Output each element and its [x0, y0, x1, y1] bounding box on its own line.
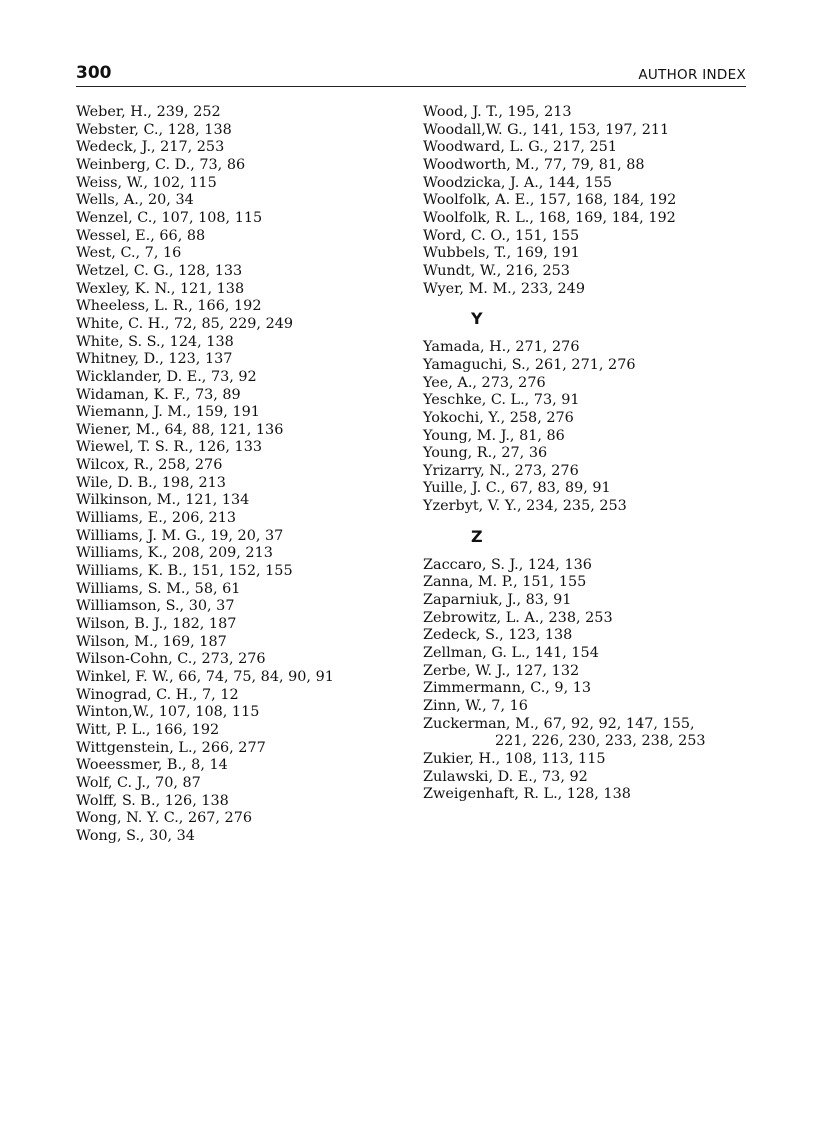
index-entry: Zaparniuk, J., 83, 91	[423, 592, 572, 609]
index-entry: Zedeck, S., 123, 138	[423, 627, 573, 644]
index-entry-zuckerman	[423, 716, 763, 751]
index-entry: Winton,W., 107, 108, 115	[76, 704, 260, 721]
index-entry: Wittgenstein, L., 266, 277	[76, 739, 266, 756]
index-entry: Williams, K., 208, 209, 213	[76, 545, 273, 562]
index-entry: Weinberg, C. D., 73, 86	[76, 156, 246, 173]
index-entry: Yamaguchi, S., 261, 271, 276	[423, 356, 636, 373]
index-entry: Winkel, F. W., 66, 74, 75, 84, 90, 91	[76, 669, 334, 685]
index-entry: Yzerbyt, V. Y., 234, 235, 253	[423, 498, 627, 515]
index-entry: Wiewel, T. S. R., 126, 133	[76, 439, 263, 456]
index-entry: Williams, E., 206, 213	[76, 510, 237, 527]
index-entry: Young, M. J., 81, 86	[423, 427, 565, 444]
index-entry: Yokochi, Y., 258, 276	[423, 409, 574, 426]
section-heading-z: Z	[471, 526, 483, 546]
running-head: AUTHOR INDEX	[638, 67, 746, 83]
index-entry: Wheeless, L. R., 166, 192	[76, 298, 262, 315]
page-number: 300	[76, 63, 112, 83]
index-entry: Woolfolk, A. E., 157, 168, 184, 192	[423, 192, 677, 209]
index-entry: Woodzicka, J. A., 144, 155	[423, 174, 613, 191]
index-entry: White, S. S., 124, 138	[76, 333, 234, 350]
entry-line: Zuckerman, M., 67, 92, 92, 147, 155,	[423, 715, 695, 732]
index-entry: Weber, H., 239, 252	[76, 104, 221, 120]
section-heading-y: Y	[471, 309, 483, 329]
index-column-right	[423, 104, 763, 804]
index-entry: Woeessmer, B., 8, 14	[76, 757, 228, 774]
index-column-left	[76, 104, 416, 846]
index-entry: Williamson, S., 30, 37	[76, 598, 235, 615]
index-entry: Whitney, D., 123, 137	[76, 351, 233, 368]
entry-continuation: 221, 226, 230, 233, 238, 253	[495, 733, 706, 750]
index-entry: Zellman, G. L., 141, 154	[423, 645, 599, 662]
index-entry: Yee, A., 273, 276	[423, 374, 546, 391]
index-entry: Yamada, H., 271, 276	[423, 339, 580, 356]
index-entry: Williams, J. M. G., 19, 20, 37	[76, 527, 284, 544]
index-entry: Wong, S., 30, 34	[76, 827, 195, 844]
index-entry: Wilson, M., 169, 187	[76, 633, 227, 650]
index-entry: Yeschke, C. L., 73, 91	[423, 392, 580, 409]
index-entry: Witt, P. L., 166, 192	[76, 721, 220, 738]
index-entry: Wexley, K. N., 121, 138	[76, 280, 245, 297]
index-entry: Webster, C., 128, 138	[76, 121, 232, 138]
index-entry: Wetzel, C. G., 128, 133	[76, 262, 243, 279]
index-entry: Williams, K. B., 151, 152, 155	[76, 563, 293, 580]
index-entry: Wessel, E., 66, 88	[76, 227, 206, 244]
index-entry: Widaman, K. F., 73, 89	[76, 386, 241, 403]
index-entry: Young, R., 27, 36	[423, 445, 548, 462]
index-entry: Wiemann, J. M., 159, 191	[76, 404, 260, 421]
index-entry: Wolff, S. B., 126, 138	[76, 792, 229, 809]
index-entry: Wiener, M., 64, 88, 121, 136	[76, 421, 284, 438]
index-entry: Wilson-Cohn, C., 273, 276	[76, 651, 266, 668]
index-entry: Wyer, M. M., 233, 249	[423, 280, 585, 297]
index-entry: Wicklander, D. E., 73, 92	[76, 368, 257, 385]
index-entry: Zukier, H., 108, 113, 115	[423, 751, 606, 767]
index-entry: Winograd, C. H., 7, 12	[76, 686, 239, 703]
index-entry: Woolfolk, R. L., 168, 169, 184, 192	[423, 209, 676, 226]
index-entry: Wile, D. B., 198, 213	[76, 474, 226, 491]
header-rule	[76, 86, 746, 87]
index-entry: Wubbels, T., 169, 191	[423, 245, 580, 262]
index-entry: Wedeck, J., 217, 253	[76, 139, 225, 156]
index-entry: Zerbe, W. J., 127, 132	[423, 662, 580, 679]
index-entry: White, C. H., 72, 85, 229, 249	[76, 315, 294, 332]
index-entry: Wood, J. T., 195, 213	[423, 104, 572, 120]
index-entry: Zanna, M. P., 151, 155	[423, 574, 587, 591]
index-entry: Zebrowitz, L. A., 238, 253	[423, 609, 613, 626]
index-entry: Wilcox, R., 258, 276	[76, 457, 223, 474]
index-entry: Woodall,W. G., 141, 153, 197, 211	[423, 121, 670, 138]
index-entry: Wilson, B. J., 182, 187	[76, 616, 237, 633]
index-entry: Woodward, L. G., 217, 251	[423, 139, 617, 156]
index-entry: West, C., 7, 16	[76, 245, 182, 262]
page-header	[76, 60, 746, 88]
index-entry: Yuille, J. C., 67, 83, 89, 91	[423, 480, 611, 497]
index-entry: Wells, A., 20, 34	[76, 192, 194, 209]
index-entry: Zinn, W., 7, 16	[423, 698, 528, 715]
index-entry: Weiss, W., 102, 115	[76, 174, 217, 191]
index-entry: Wolf, C. J., 70, 87	[76, 774, 201, 791]
index-entry: Wilkinson, M., 121, 134	[76, 492, 250, 509]
index-entry: Zweigenhaft, R. L., 128, 138	[423, 786, 631, 803]
index-entry: Wenzel, C., 107, 108, 115	[76, 209, 263, 226]
index-entry: Williams, S. M., 58, 61	[76, 580, 241, 597]
index-entry: Wong, N. Y. C., 267, 276	[76, 810, 253, 827]
index-entry: Woodworth, M., 77, 79, 81, 88	[423, 156, 645, 173]
index-entry: Zulawski, D. E., 73, 92	[423, 768, 588, 785]
index-entry: Word, C. O., 151, 155	[423, 227, 580, 244]
index-entry: Zaccaro, S. J., 124, 136	[423, 556, 592, 573]
index-entry: Yrizarry, N., 273, 276	[423, 462, 579, 479]
index-entry: Zimmermann, C., 9, 13	[423, 680, 592, 697]
index-entry: Wundt, W., 216, 253	[423, 262, 570, 279]
